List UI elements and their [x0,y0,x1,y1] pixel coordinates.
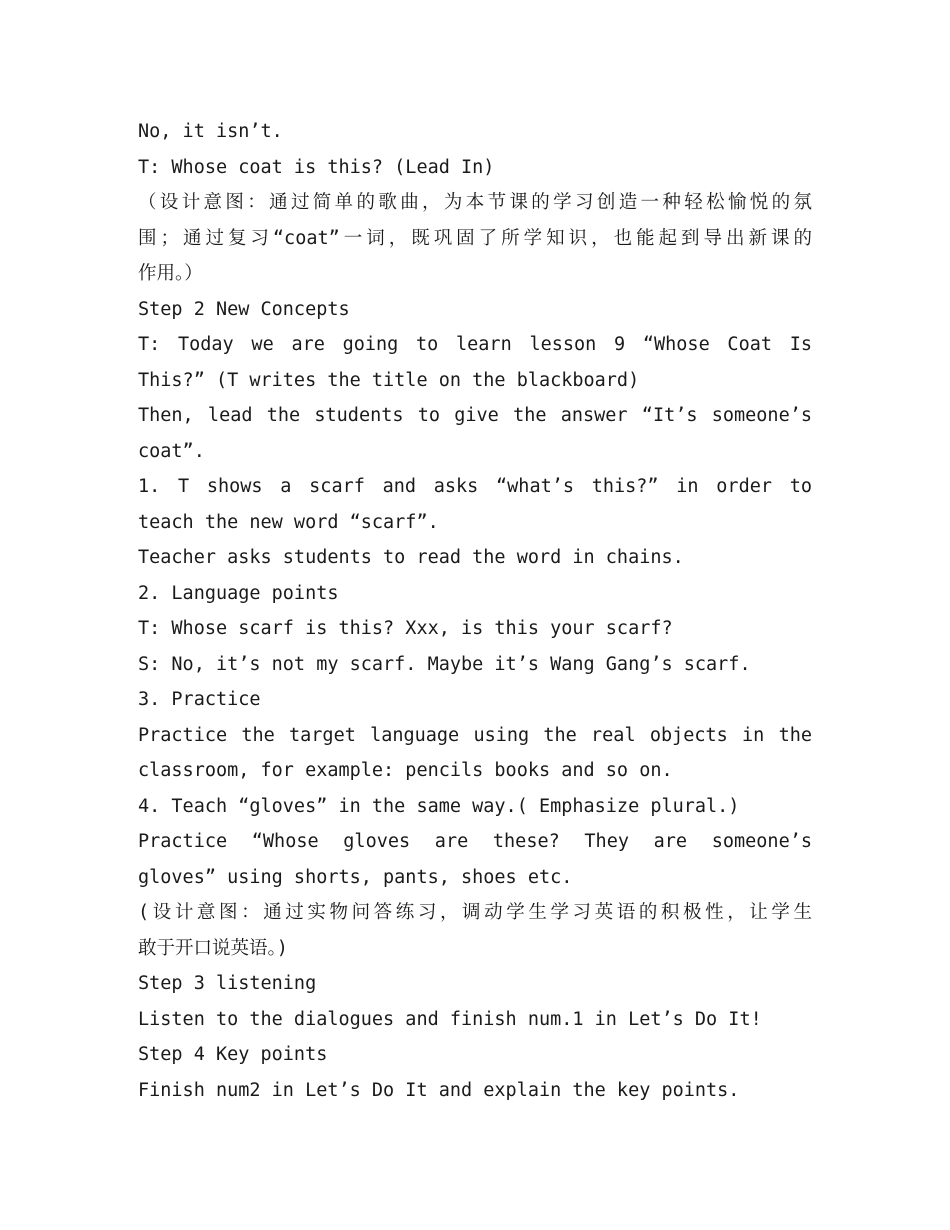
text-line: T: Whose scarf is this? Xxx, is this your scarf? [138,618,673,639]
text-line: teach the new word “scarf”. [138,511,439,533]
text-line: 作用。） [138,263,203,284]
text-line: Then, lead the students to give the answer “It’s someone’s [138,405,812,426]
text-line: coat”. [138,440,205,462]
text-line: S: No, it’s not my scarf. Maybe it’s Wang Gang’s scarf. [138,653,751,675]
section-heading: Step 2 New Concepts [138,298,350,320]
text-line: Finish num2 in Let’s Do It and explain the key points. [138,1079,740,1101]
text-line: Practice “Whose gloves are these? They are someone’s [138,831,812,852]
text-line: Practice the target language using the real objects in the [138,724,812,746]
text-line: This?” (T writes the title on the blackboard) [138,369,640,391]
text-line: gloves” using shorts, pants, shoes etc. [138,866,573,888]
text-line: 4. Teach “gloves” in the same way.( Emphasize plural.) [138,795,740,817]
section-heading: Step 4 Key points [138,1044,328,1065]
text-line: classroom, for example: pencils books and so on. [138,760,673,781]
section-heading: Step 3 listening [138,973,317,994]
text-line: 1. T shows a scarf and asks “what’s this?” in order to [138,476,812,497]
section-heading: 3. Practice [138,689,261,710]
text-line: Listen to the dialogues and finish num.1 in Let’s Do It! [138,1008,762,1030]
document-page [138,114,812,1108]
text-line: 敢于开口说英语。) [138,937,288,959]
text-line: （设计意图：通过简单的歌曲，为本节课的学习创造一种轻松愉悦的氛 [138,192,812,213]
text-line: T: Today we are going to learn lesson 9 “Whose Coat Is [138,334,812,355]
text-line: Teacher asks students to read the word in chains. [138,547,684,568]
text-line: No, it isn’t. [138,121,283,142]
text-line: T: Whose coat is this? (Lead In) [138,156,495,178]
text-line: (设计意图：通过实物问答练习，调动学生学习英语的积极性，让学生 [138,902,812,923]
section-heading: 2. Language points [138,582,339,604]
text-line: 围；通过复习“coat”一词，既巩固了所学知识，也能起到导出新课的 [138,227,812,249]
